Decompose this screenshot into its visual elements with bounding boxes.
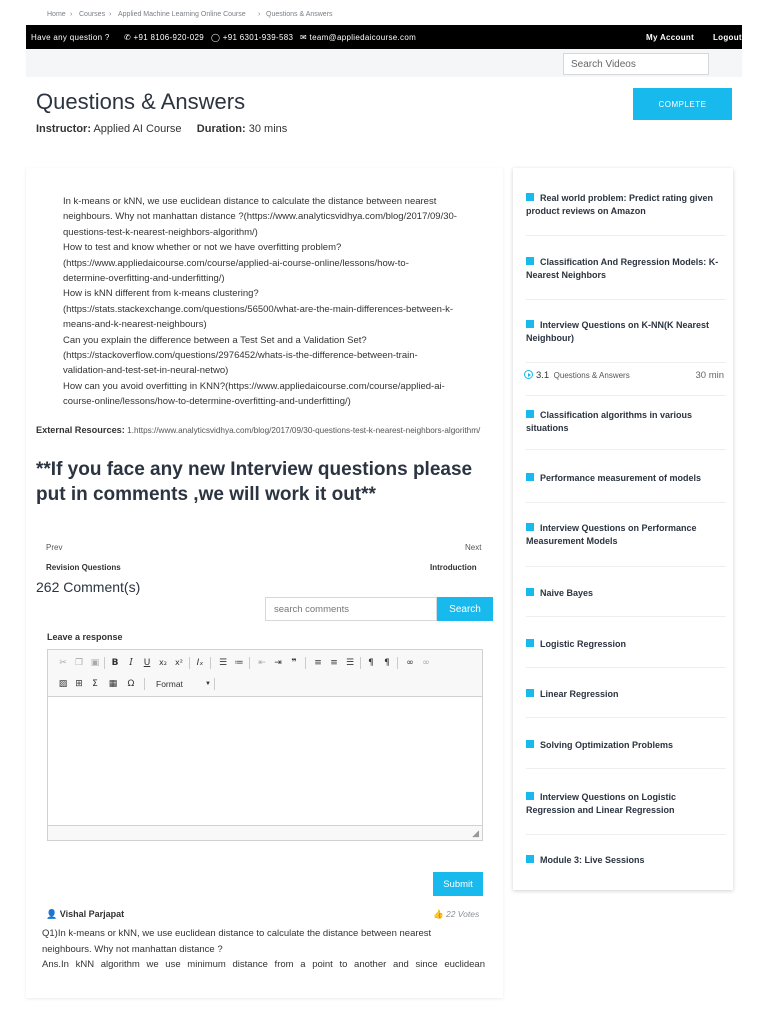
sidebar-item-label: Solving Optimization Problems	[540, 740, 674, 750]
breadcrumb-home[interactable]: Home	[47, 11, 66, 18]
link-icon[interactable]: ∞	[406, 658, 414, 668]
sidebar-divider	[526, 502, 726, 503]
sidebar-item[interactable]	[526, 791, 722, 816]
toolbar-separator	[144, 678, 145, 690]
sidebar-item[interactable]	[526, 522, 722, 547]
breadcrumb-separator: ›	[258, 11, 261, 18]
breadcrumb-course[interactable]: Applied Machine Learning Online Course	[118, 11, 246, 18]
toolbar-separator	[210, 657, 211, 669]
sidebar-item-label: Classification And Regression Models: K-Nearest Neighbors	[526, 257, 719, 280]
comment-author	[46, 909, 124, 920]
question-line: neighbours. Why not manhattan distance ?(https://www.analyticsvidhya.com/blog/2017/09/30-	[63, 211, 457, 223]
toolbar-separator	[249, 657, 250, 669]
user-icon: 👤	[46, 910, 58, 920]
envelope-icon: ✉	[300, 33, 308, 42]
comment-votes[interactable]	[433, 909, 479, 920]
outdent-icon[interactable]: ⇤	[258, 658, 266, 668]
remove-format-icon[interactable]: Iₓ	[196, 658, 204, 668]
sidebar-divider	[526, 768, 726, 769]
lesson-duration: 30 min	[695, 370, 724, 381]
editor-toolbar	[48, 650, 482, 697]
section-square-icon	[526, 740, 534, 748]
table-icon[interactable]: ▦	[108, 679, 118, 689]
unlink-icon[interactable]: ∞	[422, 658, 430, 668]
search-comments-input[interactable]	[265, 597, 437, 621]
my-account-link[interactable]: My Account	[646, 33, 695, 42]
question-line: course-online/lessons/how-to-determine-overfitting-and-underfitting/)	[63, 396, 351, 408]
toolbar-separator	[360, 657, 361, 669]
question-line: How can you avoid overfitting in KNN?(https://www.appliedaicourse.com/course/applied-ai-	[63, 380, 445, 392]
paste-icon[interactable]: ▣	[90, 658, 100, 668]
comment-author-name: Vishal Parjapat	[59, 909, 125, 919]
sidebar-item-label: Interview Questions on Performance Measurement Models	[526, 523, 697, 546]
sidebar-item-label: Naive Bayes	[540, 588, 594, 598]
leave-response-label: Leave a response	[47, 632, 123, 642]
question-list	[63, 194, 493, 410]
email-link[interactable]: ✉ team@appliedaicourse.com	[300, 33, 417, 42]
prev-lesson-link[interactable]: Revision Questions	[46, 563, 121, 572]
instructor-label: Instructor:	[36, 123, 91, 135]
breadcrumb-courses[interactable]: Courses	[79, 11, 106, 18]
question-line: questions-test-k-nearest-neighbors-algorithm/)	[63, 226, 258, 238]
sidebar-item[interactable]	[526, 192, 722, 217]
cut-icon[interactable]: ✂	[59, 658, 67, 668]
section-square-icon	[526, 855, 534, 863]
sidebar-item-label: Performance measurement of models	[540, 473, 702, 483]
question-line: How is kNN different from k-means clustering?	[63, 288, 259, 300]
superscript-icon[interactable]: x²	[175, 658, 183, 667]
blockquote-icon[interactable]: ❞	[291, 658, 297, 668]
search-videos-input[interactable]	[563, 53, 709, 75]
current-lesson-row[interactable]	[524, 370, 724, 381]
bulleted-list-icon[interactable]: ≔	[234, 658, 244, 668]
thumbs-up-icon[interactable]: 👍	[433, 910, 444, 920]
section-square-icon	[526, 639, 534, 647]
format-dropdown[interactable]: Format	[156, 679, 183, 689]
section-square-icon	[526, 473, 534, 481]
indent-icon[interactable]: ⇥	[274, 658, 282, 668]
play-circle-icon	[524, 370, 533, 379]
sidebar-item-label: Logistic Regression	[540, 639, 627, 649]
section-square-icon	[526, 320, 534, 328]
align-justify-icon[interactable]: ☰	[345, 658, 355, 668]
sidebar-item[interactable]	[526, 638, 722, 651]
phone-icon: ✆	[124, 33, 132, 42]
question-text: Have any question ?	[31, 33, 110, 42]
whatsapp-icon: ◯	[211, 33, 221, 42]
sidebar-divider	[526, 362, 726, 363]
sidebar-divider	[526, 834, 726, 835]
copy-icon[interactable]: ❐	[74, 658, 84, 668]
sidebar-item[interactable]	[526, 256, 722, 281]
ltr-icon[interactable]: ¶	[368, 658, 374, 668]
lesson-number: 3.1	[536, 370, 550, 381]
italic-icon[interactable]: I	[129, 658, 133, 668]
question-line: (https://stackoverflow.com/questions/2976452/whats-is-the-difference-between-train-	[63, 350, 418, 362]
question-line: How to test and know whether or not we have overfitting problem?	[63, 242, 342, 254]
sidebar-divider	[526, 449, 726, 450]
lesson-meta	[36, 123, 287, 135]
sidebar-divider	[526, 667, 726, 668]
search-comments-button[interactable]: Search	[437, 597, 493, 621]
section-square-icon	[526, 193, 534, 201]
question-line: (https://stats.stackexchange.com/questions/56500/what-are-the-main-differences-between-k-	[63, 303, 454, 315]
toolbar-separator	[214, 678, 215, 690]
next-label[interactable]: Next	[465, 543, 482, 552]
sidebar-item-label: Module 3: Live Sessions	[540, 855, 645, 865]
toolbar-separator	[104, 657, 105, 669]
sidebar-item-label: Classification algorithms in various situations	[526, 410, 693, 433]
question-line: Can you explain the difference between a Test Set and a Validation Set?	[63, 334, 367, 346]
sidebar-item[interactable]	[526, 472, 722, 485]
phone-2[interactable]: ◯ +91 6301-939-583	[211, 33, 294, 42]
external-resources-label: External Resources:	[36, 425, 125, 435]
comment-editor[interactable]	[47, 649, 483, 841]
question-line: In k-means or kNN, we use euclidean distance to calculate the distance between nearest	[63, 196, 437, 207]
logout-link[interactable]: Logout	[713, 33, 742, 42]
sidebar-item-label: Real world problem: Predict rating given product reviews on Amazon	[526, 193, 714, 216]
interview-note: **If you face any new Interview questions please put in comments ,we will work it out**	[36, 459, 473, 505]
comment-count: 262 Comment(s)	[36, 579, 141, 595]
align-left-icon[interactable]: ≡	[314, 658, 322, 668]
bold-icon[interactable]: B	[111, 658, 119, 668]
section-square-icon	[526, 410, 534, 418]
question-line: determine-overfitting-and-underfitting/)	[63, 273, 225, 285]
editor-status-bar	[48, 825, 482, 840]
sidebar-item[interactable]	[526, 587, 722, 600]
toolbar-separator	[305, 657, 306, 669]
sidebar-divider	[526, 299, 726, 300]
sidebar-item[interactable]	[526, 409, 722, 434]
subscript-icon[interactable]: x₂	[159, 658, 167, 667]
section-square-icon	[526, 792, 534, 800]
table-insert-icon[interactable]: ⊞	[75, 679, 83, 689]
complete-button[interactable]: COMPLETE	[633, 88, 732, 120]
submit-button[interactable]: Submit	[433, 872, 483, 896]
sidebar-item[interactable]	[526, 688, 722, 701]
question-line: validation-and-test-set-in-neural-netwo)	[63, 365, 229, 377]
toolbar-separator	[189, 657, 190, 669]
duration-label: Duration:	[196, 123, 246, 135]
sidebar-item-label: Interview Questions on K-NN(K Nearest Neighbour)	[526, 320, 710, 343]
breadcrumb-current: Questions & Answers	[266, 11, 333, 18]
image-icon[interactable]: ▨	[58, 679, 68, 689]
prev-label[interactable]: Prev	[46, 543, 63, 552]
phone-1[interactable]: ✆ +91 8106-920-029	[124, 33, 204, 42]
comment-line: Ans.In kNN algorithm we use minimum distance from a point to another and since euclidean	[42, 959, 485, 970]
resize-grip-icon[interactable]: ◢	[472, 829, 479, 839]
sidebar-item[interactable]	[526, 739, 722, 752]
next-lesson-link[interactable]: Introduction	[430, 563, 477, 572]
breadcrumb-separator: ›	[109, 11, 112, 18]
sidebar-divider	[526, 566, 726, 567]
sidebar-item[interactable]	[526, 319, 722, 344]
sidebar-divider	[526, 717, 726, 718]
toolbar-separator	[397, 657, 398, 669]
duration-value: 30 mins	[248, 123, 288, 135]
rtl-icon[interactable]: ¶	[384, 658, 390, 668]
section-square-icon	[526, 523, 534, 531]
sidebar-divider	[526, 235, 726, 236]
external-resources	[36, 421, 491, 440]
sigma-icon[interactable]: Σ	[92, 679, 98, 689]
page-title: Questions & Answers	[36, 89, 246, 114]
align-center-icon[interactable]: ≡	[330, 658, 338, 668]
top-bar	[26, 25, 742, 49]
comment-line: Q1)In k-means or kNN, we use euclidean distance to calculate the distance between nearest	[42, 928, 432, 939]
sidebar-item-label: Linear Regression	[540, 689, 619, 699]
sidebar-divider	[526, 616, 726, 617]
sidebar-divider	[526, 395, 726, 396]
external-resource-link[interactable]: 1.https://www.analyticsvidhya.com/blog/2017/09/30-questions-test-k-nearest-neighbors-algorithm/	[127, 426, 481, 435]
section-square-icon	[526, 257, 534, 265]
section-square-icon	[526, 588, 534, 596]
comment-line: neighbours. Why not manhattan distance ?	[42, 943, 223, 955]
chevron-down-icon[interactable]: ▼	[205, 681, 211, 687]
comment-votes-count: 22 Votes	[445, 909, 480, 919]
comment-body	[42, 926, 485, 973]
breadcrumb-separator: ›	[70, 11, 73, 18]
lesson-title: Questions & Answers	[553, 371, 630, 380]
omega-icon[interactable]: Ω	[127, 679, 135, 689]
instructor-name: Applied AI Course	[93, 123, 182, 135]
question-line: means-and-k-nearest-neighbours)	[63, 319, 207, 331]
numbered-list-icon[interactable]: ☰	[218, 658, 228, 668]
underline-icon[interactable]: U	[143, 658, 151, 668]
sidebar-item-label: Interview Questions on Logistic Regression and Linear Regression	[526, 792, 677, 815]
section-square-icon	[526, 689, 534, 697]
sidebar-item[interactable]	[526, 854, 722, 867]
question-line: (https://www.appliedaicourse.com/course/applied-ai-course-online/lessons/how-to-	[63, 257, 409, 269]
